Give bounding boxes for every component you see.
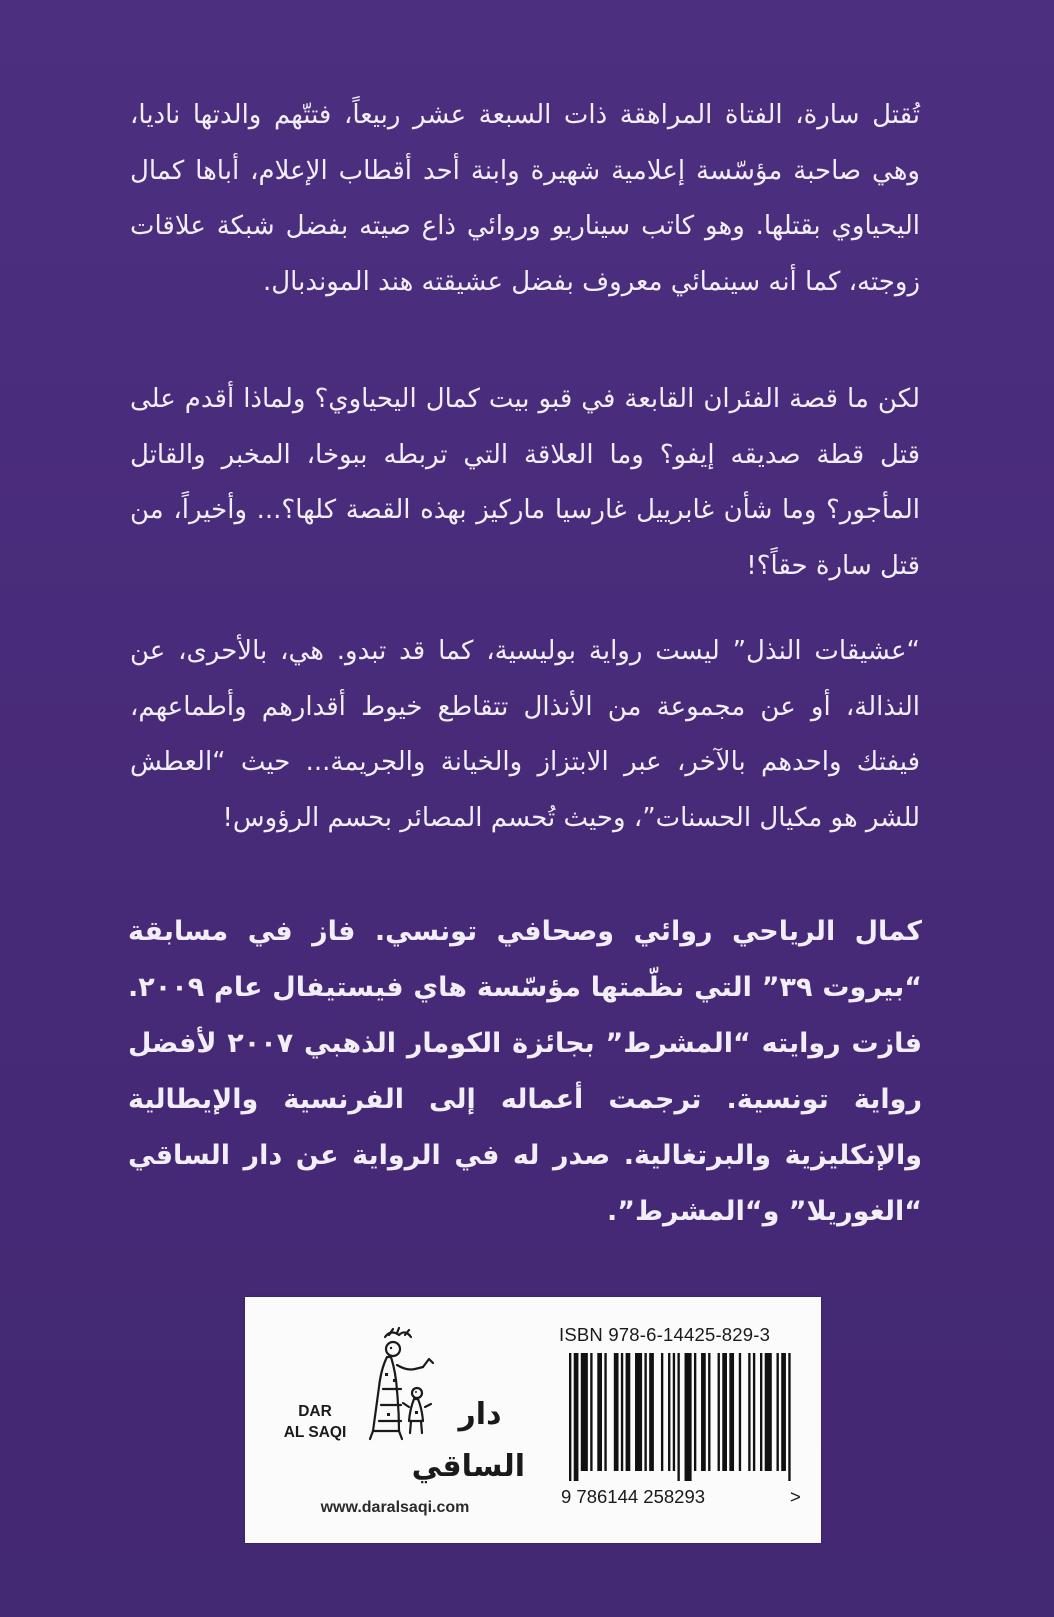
barcode-bar [569,1353,571,1481]
barcode-bar [574,1353,579,1481]
barcode-arrow: > [790,1486,801,1507]
isbn-label: ISBN 978-6-14425-829-3 [559,1324,771,1345]
barcode-bar [765,1353,772,1471]
barcode-bar [748,1353,750,1471]
barcode-bar [673,1353,675,1471]
blurb-paragraph-1 [130,88,920,310]
barcode-digits: 9 786144 258293 [561,1486,706,1507]
barcode-bar [635,1353,642,1471]
barcode-bar [668,1353,670,1471]
publisher-logo-figure-icon [345,1327,441,1443]
barcode-bar [677,1353,679,1481]
publisher-latin-line-2: AL SAQI [283,1424,347,1441]
barcode-bar [685,1353,692,1481]
barcode-bar [781,1353,786,1471]
blurb-paragraph-2 [130,372,920,594]
blurb-paragraph-3 [130,624,920,846]
barcode-bar [590,1353,592,1471]
barcode-bar [788,1353,790,1481]
publisher-name-arabic: دار الساقي [411,1397,525,1484]
barcode-bar [729,1353,734,1471]
blurb-text: لكن ما قصة الفئران القابعة في قبو بيت كمال اليحياوي؟ ولماذا أقدم على قتل قطة صديقه إيفو؟ وما العلاقة التي تربطه ببوخا، المخبر والقاتل المأجور؟ وما شأن غابرييل غارسيا ماركيز بهذه القصة كلها؟... وأخيراً، من قتل سارة حقاً؟! [130,384,920,581]
barcode-bar [718,1353,720,1471]
barcode-bar [661,1353,663,1471]
barcode-bar [649,1353,654,1471]
author-bio [128,904,922,1240]
barcode-bar [644,1353,646,1471]
barcode-bar [753,1353,755,1471]
barcode-bar [722,1353,727,1471]
barcode-bar [701,1353,706,1471]
blurb-text: تُقتل سارة، الفتاة المراهقة ذات السبعة عشر ربيعاً، فتتّهم والدتها ناديا، وهي صاحبة مؤسّسة إعلامية شهيرة وابنة أحد أقطاب الإعلام، أباها كمال اليحياوي بقتلها. وهو كاتب سيناريو وروائي ذاع صيته بفضل شبكة علاقات زوجته، كما أنه سينمائي معروف بفضل عشيقته هند الموندبال. [130,100,920,297]
barcode-bar [614,1353,619,1471]
barcode-graphic [563,1353,799,1481]
barcode-bar [708,1353,710,1471]
publisher-website: www.daralsaqi.com [320,1499,470,1516]
barcode-bar [739,1353,741,1471]
barcode-sticker [245,1297,821,1543]
barcode-bar [581,1353,588,1471]
publisher-latin-line-1: DAR [298,1403,332,1420]
publisher-name-latin [275,1401,355,1443]
barcode-bar [694,1353,696,1471]
author-bio-text: كمال الرياحي روائي وصحافي تونسي. فاز في مسابقة “بيروت ٣٩” التي نظّمتها مؤسّسة هاي فيستيفال عام ٢٠٠٩. فازت روايته “المشرط” بجائزة الكومار الذهبي ٢٠٠٧ لأفضل رواية تونسية. ترجمت أعماله إلى الفرنسية والإيطالية والإنكليزية والبرتغالية. صدر له في الرواية عن دار الساقي “الغوريلا” و“المشرط”. [128,916,923,1227]
barcode-bar [621,1353,623,1471]
barcode-bar [760,1353,762,1471]
barcode-bar [597,1353,602,1471]
barcode-bar [776,1353,778,1471]
blurb-text: “عشيقات النذل” ليست رواية بوليسية، كما قد تبدو. هي، بالأحرى، عن النذالة، أو عن مجموعة من الأنذال تتقاطع خيوط أقدارهم وأطماعهم، فيفتك واحدهم بالآخر، عبر الابتزاز والخيانة والجريمة... حيث “العطش للشر هو مكيال الحسنات”، وحيث تُحسم المصائر بحسم الرؤوس! [130,636,920,833]
barcode-bar [604,1353,606,1471]
barcode-bar [626,1353,631,1471]
